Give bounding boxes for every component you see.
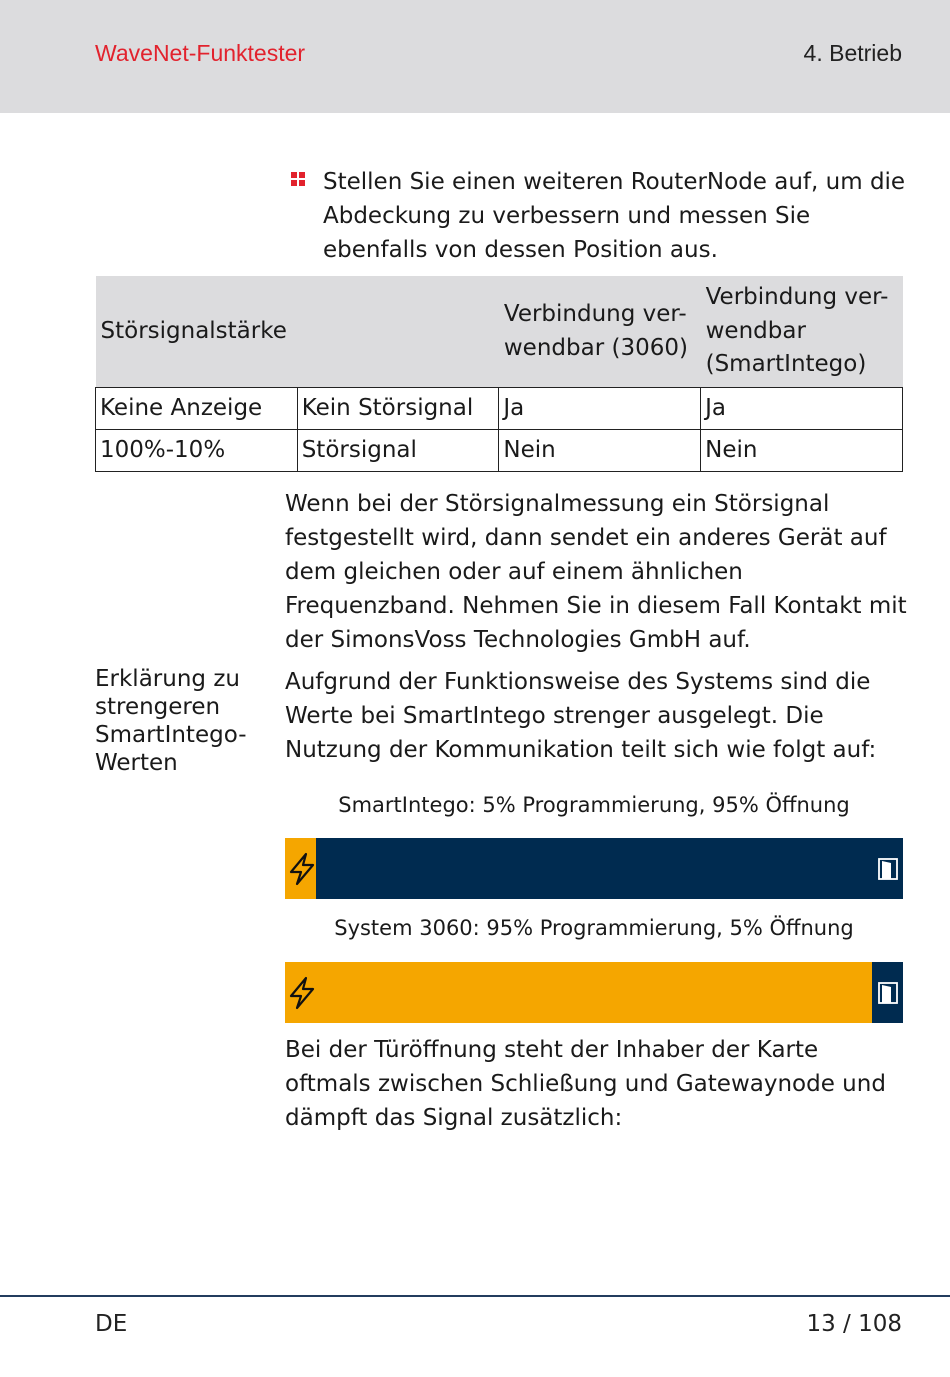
chapter-label: 4. Betrieb	[803, 40, 902, 66]
table-header-row	[96, 276, 903, 388]
table-cell: Nein	[499, 430, 701, 472]
bullet-text: Stellen Sie einen weiteren RouterNode auf, um die Abdeckung zu verbessern und messen Sie ebenfalls von dessen Position aus.	[323, 169, 906, 263]
table-row	[96, 430, 903, 472]
lightning-icon	[287, 976, 317, 1010]
table-cell: Keine Anzeige	[96, 388, 298, 430]
table-row	[96, 388, 903, 430]
door-icon	[877, 857, 899, 881]
footer-language: DE	[95, 1311, 128, 1337]
bullet-icon	[291, 172, 305, 186]
interference-paragraph: Wenn bei der Störsignalmessung ein Störsignal festgestellt wird, dann sendet ein anderes Gerät auf dem gleichen oder auf einem ähnlichen Frequenzband. Nehmen Sie in diesem Fall Kontakt mit der SimonsVoss Technologies GmbH auf.	[285, 491, 907, 653]
usage-bar-3060	[285, 962, 903, 1023]
interference-table	[95, 276, 903, 472]
door-icon	[877, 981, 899, 1005]
footer-divider	[0, 1295, 950, 1297]
table-cell: Kein Störsignal	[297, 388, 499, 430]
page-header	[0, 0, 950, 113]
explanation-paragraph: Aufgrund der Funktionsweise des Systems sind die Werte bei SmartIntego strenger ausgelegt. Die Nutzung der Kommunikation teilt sich wie folgt auf:	[285, 669, 877, 763]
document-title: WaveNet-Funktester	[95, 40, 306, 66]
table-header-cell: Verbindung ver-wendbar (3060)	[499, 276, 701, 388]
table-cell: 100%-10%	[96, 430, 298, 472]
table-cell: Ja	[701, 388, 903, 430]
lightning-icon	[287, 852, 317, 886]
closing-paragraph: Bei der Türöffnung steht der Inhaber der Karte oftmals zwischen Schließung und Gatewaynode und dämpft das Signal zusätzlich:	[285, 1037, 886, 1131]
side-label: Erklärung zu strengeren SmartIntego-Werten	[95, 666, 247, 776]
table-header-cell: Verbindung ver-wendbar (SmartIntego)	[701, 276, 903, 388]
bar-caption-3060: System 3060: 95% Programmierung, 5% Öffnung	[334, 916, 854, 940]
table-cell: Ja	[499, 388, 701, 430]
programming-segment	[285, 962, 872, 1023]
page-number: 13 / 108	[806, 1311, 902, 1337]
usage-bar-smartintego	[285, 838, 903, 899]
bar-caption-smartintego: SmartIntego: 5% Programmierung, 95% Öffnung	[338, 793, 850, 817]
table-cell: Störsignal	[297, 430, 499, 472]
table-cell: Nein	[701, 430, 903, 472]
table-header-cell: Störsignalstärke	[96, 276, 499, 388]
opening-segment	[316, 838, 903, 899]
